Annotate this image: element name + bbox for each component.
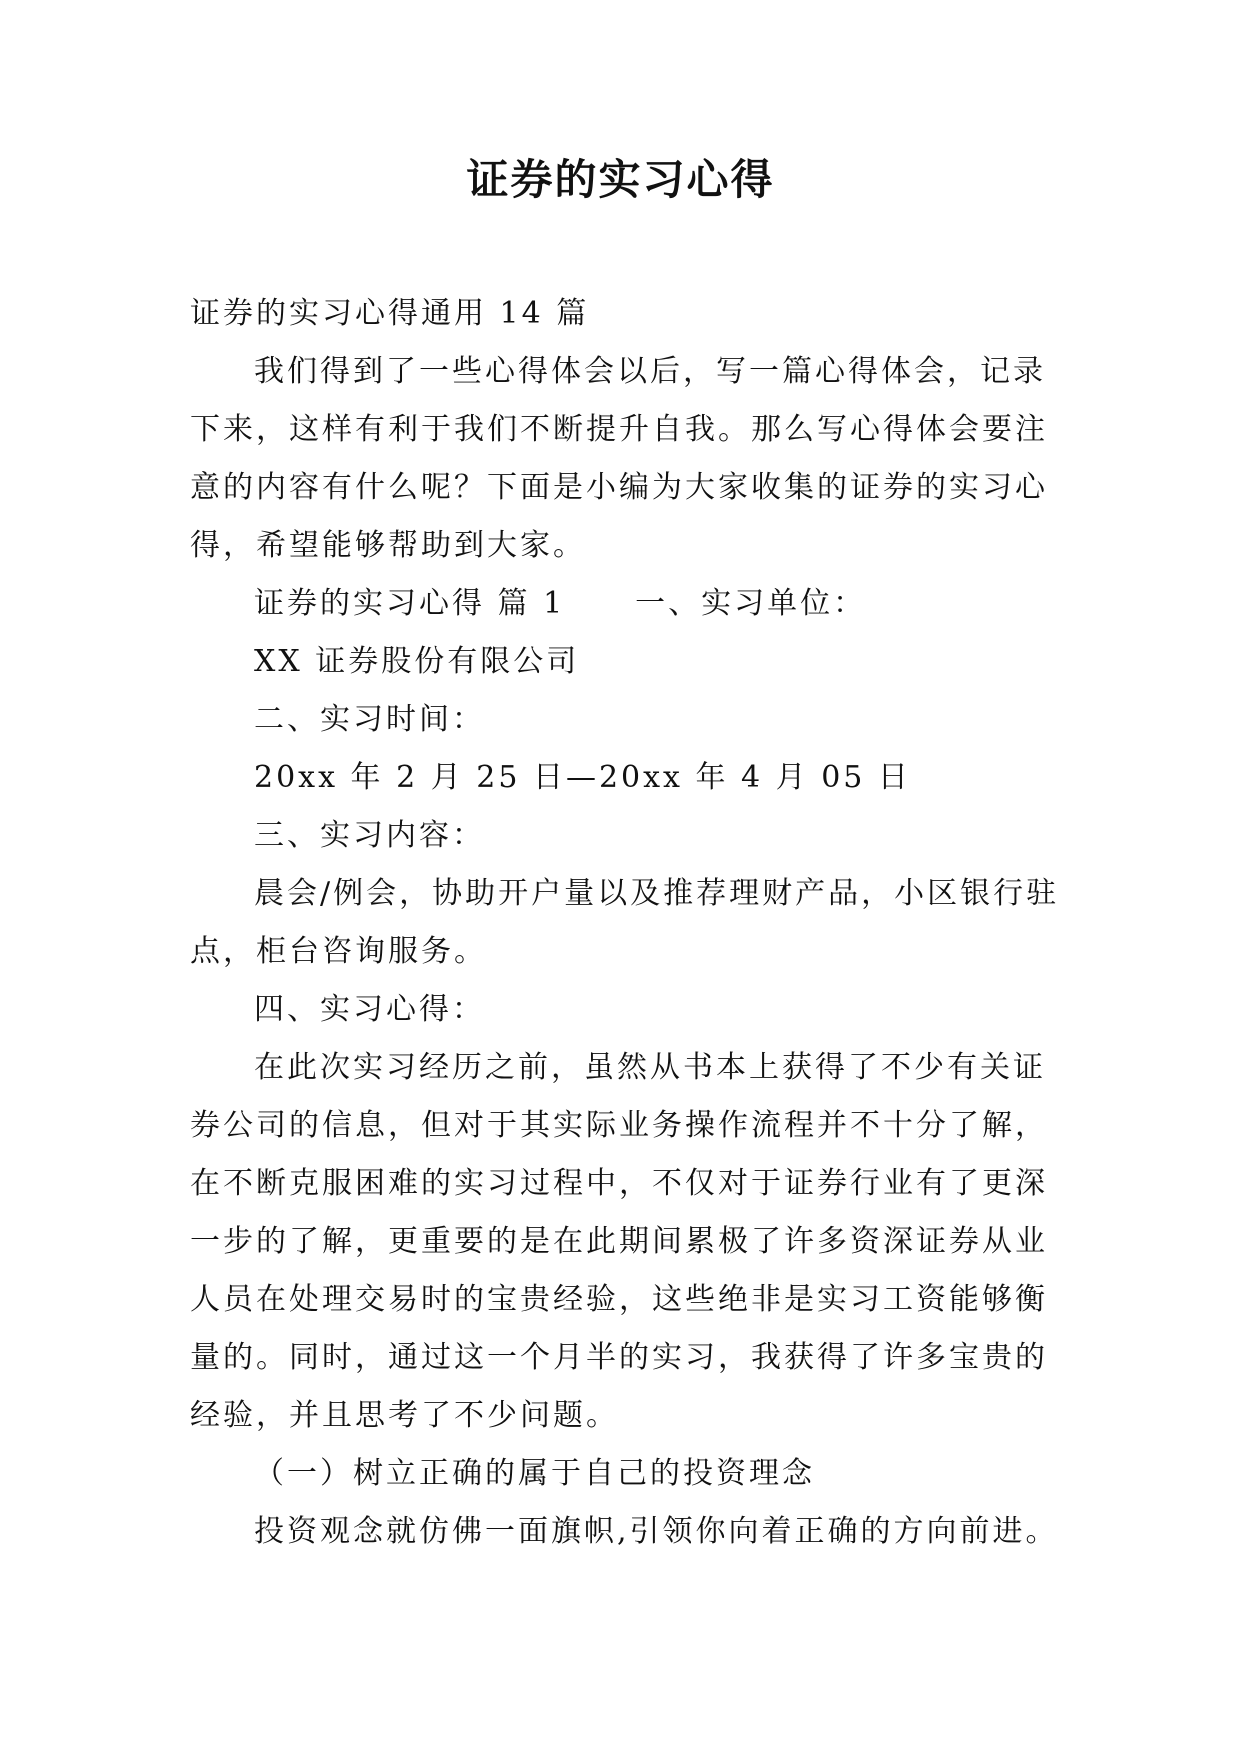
unit-label: 一、实习单位： <box>635 586 867 621</box>
last-paragraph: 投资观念就仿佛一面旗帜,引领你向着正确的方向前进。 <box>254 1514 1059 1549</box>
content-label: 三、实习内容： <box>254 818 485 853</box>
subheading-1: （一）树立正确的属于自己的投资理念 <box>254 1456 815 1491</box>
unit-value: XX 证券股份有限公司 <box>254 644 580 679</box>
section-1-line <box>190 575 1066 633</box>
intro-paragraph: 我们得到了一些心得体会以后，写一篇心得体会，记录下来，这样有利于我们不断提升自我。那么写心得体会要注意的内容有什么呢？下面是小编为大家收集的证券的实习心得，希望能够帮助到大家。 <box>190 354 1048 563</box>
content-value: 晨会/例会，协助开户量以及推荐理财产品，小区银行驻点，柜台咨询服务。 <box>190 876 1060 969</box>
section-1-heading: 证券的实习心得 篇 1 <box>254 586 566 621</box>
time-value: 20xx 年 2 月 25 日—20xx 年 4 月 05 日 <box>254 760 911 795</box>
experience-paragraph: 在此次实习经历之前，虽然从书本上获得了不少有关证券公司的信息，但对于其实际业务操作流程并不十分了解，在不断克服困难的实习过程中，不仅对于证券行业有了更深一步的了解，更重要的是在此期间累极了许多资深证券从业人员在处理交易时的宝贵经验，这些绝非是实习工资能够衡量的。同时，通过这一个月半的实习，我获得了许多宝贵的经验，并且思考了不少问题。 <box>190 1050 1048 1433</box>
time-label: 二、实习时间： <box>254 702 485 737</box>
document-title: 证券的实习心得 <box>466 155 775 204</box>
experience-label: 四、实习心得： <box>254 992 485 1027</box>
document-subtitle: 证券的实习心得通用 14 篇 <box>190 296 590 331</box>
document-body <box>190 285 1066 1561</box>
